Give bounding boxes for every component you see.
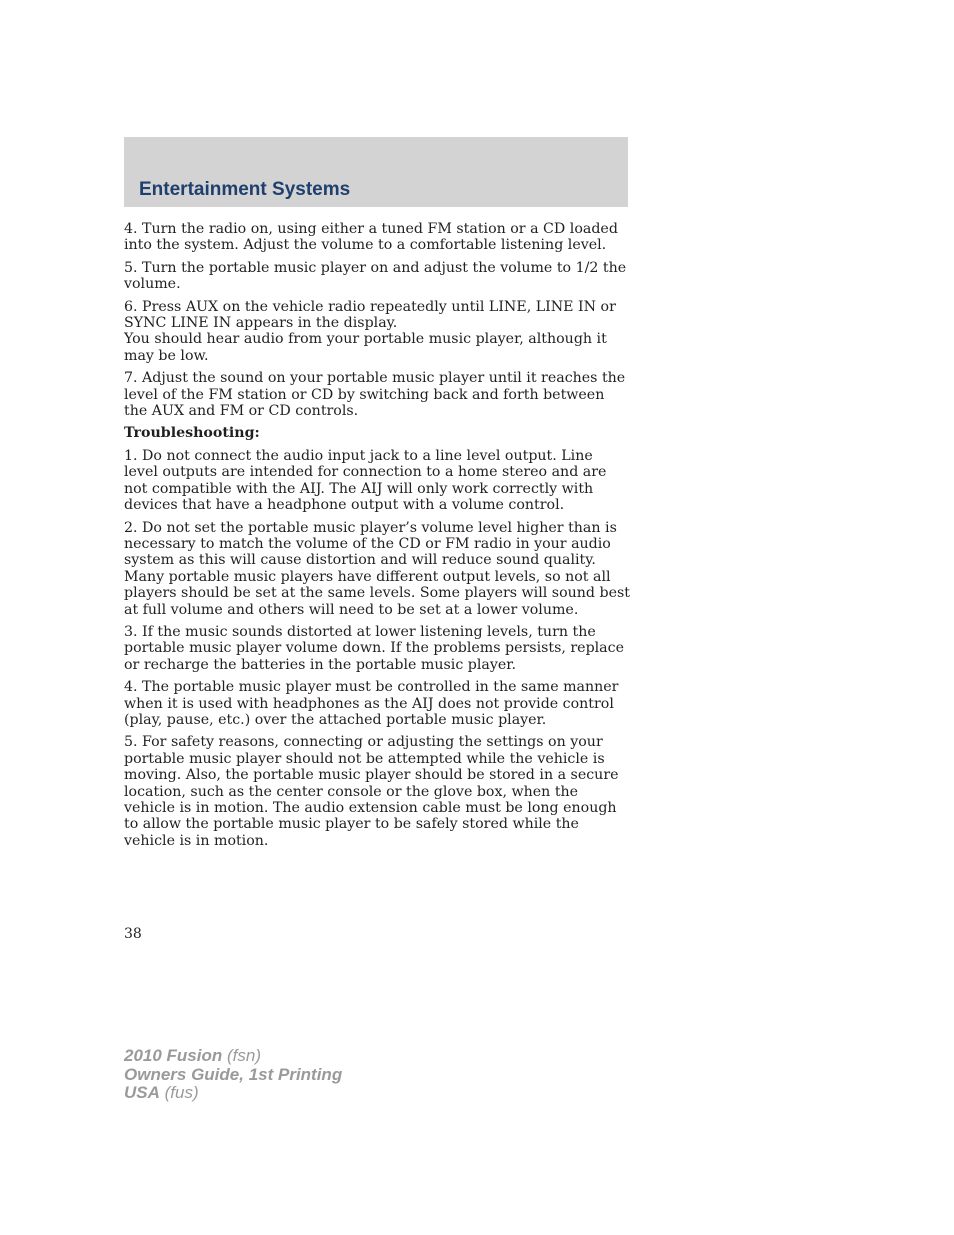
- section-title: Entertainment Systems: [139, 179, 351, 200]
- step-paragraph: 5. Turn the portable music player on and adjust the volume to 1/2 the volume.: [124, 259, 627, 293]
- page-content: [124, 221, 630, 855]
- step-paragraph: 6. Press AUX on the vehicle radio repeatedly until LINE, LINE IN or SYNC LINE IN appears in the display.: [124, 298, 616, 332]
- footer-line-model: [124, 1047, 342, 1066]
- troubleshooting-item: 1. Do not connect the audio input jack to a line level output. Line level outputs are intended for connection to a home stereo and are not compatible with the AIJ. The AIJ will only work correctly with devices that have a headphone output with a volume control.: [124, 447, 607, 514]
- troubleshooting-item: 5. For safety reasons, connecting or adjusting the settings on your portable music player should not be attempted while the vehicle is moving. Also, the portable music player should be stored in a secure location, such as the center console or the glove box, when the vehicle is in motion. The audio extension cable must be long enough to allow the portable music player to be safely stored while the vehicle is in motion.: [124, 734, 619, 849]
- troubleshooting-item: 4. The portable music player must be controlled in the same manner when it is used with headphones as the AIJ does not provide control (play, pause, etc.) over the attached portable music player.: [124, 679, 619, 728]
- footer-line-guide: [124, 1066, 342, 1085]
- footer-market: USA: [124, 1083, 160, 1102]
- troubleshooting-item: 3. If the music sounds distorted at lower listening levels, turn the portable music player volume down. If the problems persists, replace or recharge the batteries in the portable music player.: [124, 623, 624, 673]
- step-note: You should hear audio from your portable music player, although it may be low.: [124, 331, 607, 364]
- footer-line-market: [124, 1084, 342, 1103]
- footer-guide: Owners Guide, 1st Printing: [124, 1064, 343, 1084]
- section-header-band: [124, 137, 628, 207]
- troubleshooting-heading: Troubleshooting:: [124, 425, 260, 442]
- step-paragraph: 7. Adjust the sound on your portable music player until it reaches the level of the FM station or CD by switching back and forth between the AUX and FM or CD controls.: [124, 370, 626, 420]
- step-paragraph: 4. Turn the radio on, using either a tuned FM station or a CD loaded into the system. Adjust the volume to a comfortable listening level.: [124, 221, 618, 254]
- footer-model-code: (fsn): [227, 1046, 261, 1065]
- document-footer: [124, 1047, 342, 1103]
- footer-market-code: (fus): [164, 1083, 199, 1102]
- troubleshooting-item: 2. Do not set the portable music player’s volume level higher than is necessary to match the volume of the CD or FM radio in your audio system as this will cause distortion and will reduce sound quality. Many portable music players have different output levels, so not all players should be set at the same levels. Some players will sound best at full volume and others will need to be set at a lower volume.: [124, 519, 630, 618]
- page-number: 38: [124, 926, 142, 942]
- footer-model: 2010 Fusion: [124, 1046, 223, 1065]
